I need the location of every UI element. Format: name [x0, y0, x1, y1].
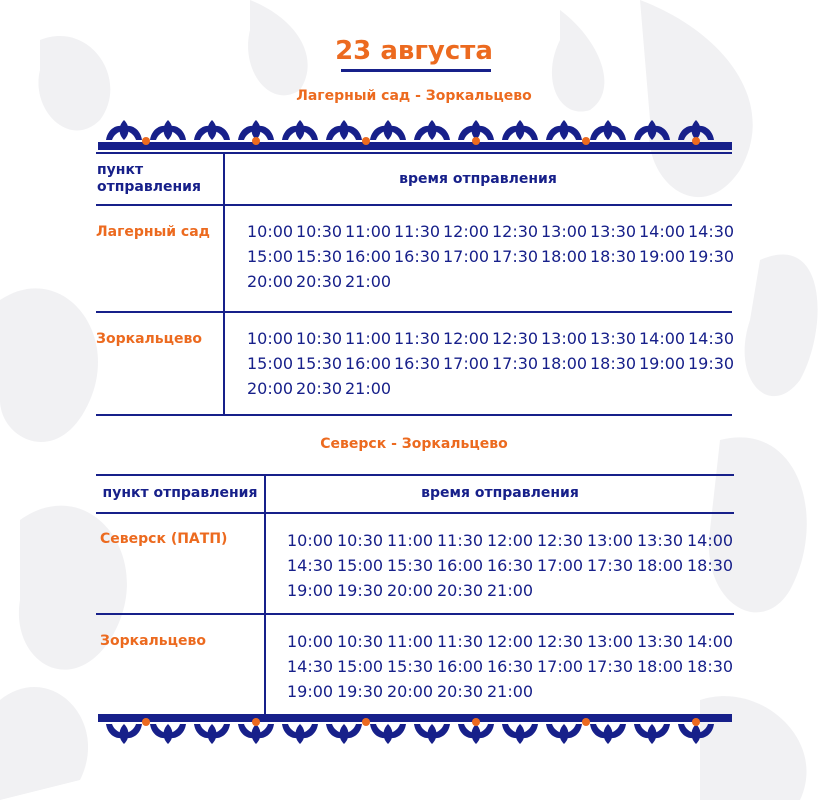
departure-time: 10:30	[337, 632, 384, 651]
departure-time: 20:30	[437, 581, 484, 600]
table1-stop-header: пункт отправления	[97, 162, 201, 195]
departure-time: 14:00	[639, 222, 686, 241]
departure-time: 18:30	[687, 556, 734, 575]
departure-time: 18:00	[637, 556, 684, 575]
departure-time: 20:00	[247, 272, 294, 291]
departure-time: 21:00	[487, 682, 534, 701]
departure-time: 19:30	[688, 247, 735, 266]
departure-time: 21:00	[345, 272, 392, 291]
departure-time: 10:30	[296, 329, 343, 348]
page-title: 23 августа	[335, 36, 493, 66]
departure-time: 13:30	[637, 632, 684, 651]
table1-header-divider	[96, 204, 732, 206]
departure-time: 17:30	[492, 354, 539, 373]
departure-time: 18:00	[541, 247, 588, 266]
departure-time: 13:00	[587, 531, 634, 550]
departure-time: 11:00	[345, 222, 392, 241]
departure-time: 14:30	[688, 329, 735, 348]
table2-row-divider	[96, 613, 734, 615]
table2-stop-header: пункт отправления	[102, 485, 258, 501]
departure-time: 15:00	[337, 657, 384, 676]
departure-time: 20:00	[387, 682, 434, 701]
departure-time: 14:30	[688, 222, 735, 241]
departure-time: 12:30	[492, 222, 539, 241]
departure-time: 13:30	[590, 329, 637, 348]
departure-time: 10:00	[247, 222, 294, 241]
departure-time: 20:30	[437, 682, 484, 701]
departure-time: 18:30	[687, 657, 734, 676]
departure-time: 13:00	[587, 632, 634, 651]
departure-time: 11:30	[394, 329, 441, 348]
departure-time: 16:00	[437, 556, 484, 575]
departure-time: 16:30	[487, 657, 534, 676]
ornament-border-top	[98, 116, 732, 152]
departure-time: 17:00	[443, 354, 490, 373]
departure-time: 17:00	[443, 247, 490, 266]
route-title-1: Лагерный сад - Зоркальцево	[296, 88, 532, 104]
departure-time: 18:00	[637, 657, 684, 676]
departure-time: 18:30	[590, 354, 637, 373]
table2-stop-2: Зоркальцево	[100, 633, 206, 649]
table2-times-2	[287, 629, 737, 704]
departure-time: 12:00	[443, 222, 490, 241]
departure-time: 17:30	[492, 247, 539, 266]
departure-time: 20:00	[387, 581, 434, 600]
departure-time: 11:00	[345, 329, 392, 348]
departure-time: 15:00	[247, 354, 294, 373]
departure-time: 19:30	[337, 581, 384, 600]
departure-time: 19:00	[639, 354, 686, 373]
departure-time: 10:00	[287, 632, 334, 651]
route-title-2: Северск - Зоркальцево	[320, 436, 508, 452]
departure-time: 10:30	[337, 531, 384, 550]
departure-time: 17:00	[537, 556, 584, 575]
departure-time: 16:00	[345, 247, 392, 266]
table1-row-divider	[96, 311, 732, 313]
departure-time: 21:00	[487, 581, 534, 600]
departure-time: 11:30	[394, 222, 441, 241]
departure-time: 12:30	[537, 632, 584, 651]
table1-column-divider	[223, 152, 225, 414]
departure-time: 17:00	[537, 657, 584, 676]
departure-time: 12:30	[537, 531, 584, 550]
table1-stop-1: Лагерный сад	[96, 224, 210, 240]
departure-time: 13:00	[541, 222, 588, 241]
departure-time: 15:30	[387, 657, 434, 676]
departure-time: 11:30	[437, 531, 484, 550]
departure-time: 14:30	[287, 657, 334, 676]
departure-time: 19:00	[287, 682, 334, 701]
departure-time: 13:00	[541, 329, 588, 348]
table1-top-border	[96, 152, 732, 154]
departure-time: 14:00	[687, 531, 734, 550]
table1-time-header: время отправления	[399, 171, 557, 187]
departure-time: 15:00	[247, 247, 294, 266]
departure-time: 11:30	[437, 632, 484, 651]
departure-time: 16:30	[394, 247, 441, 266]
table2-top-border	[96, 474, 734, 476]
table2-header-divider	[96, 512, 734, 514]
departure-time: 20:30	[296, 379, 343, 398]
departure-time: 16:00	[437, 657, 484, 676]
departure-time: 10:00	[247, 329, 294, 348]
departure-time: 14:00	[639, 329, 686, 348]
departure-time: 14:00	[687, 632, 734, 651]
departure-time: 21:00	[345, 379, 392, 398]
departure-time: 12:00	[487, 531, 534, 550]
departure-time: 17:30	[587, 556, 634, 575]
departure-time: 15:30	[296, 247, 343, 266]
departure-time: 18:00	[541, 354, 588, 373]
departure-time: 15:30	[296, 354, 343, 373]
departure-time: 17:30	[587, 657, 634, 676]
departure-time: 13:30	[637, 531, 684, 550]
departure-time: 20:30	[296, 272, 343, 291]
departure-time: 11:00	[387, 531, 434, 550]
title-underline	[341, 69, 491, 72]
departure-time: 11:00	[387, 632, 434, 651]
departure-time: 20:00	[247, 379, 294, 398]
departure-time: 19:00	[287, 581, 334, 600]
departure-time: 12:00	[443, 329, 490, 348]
departure-time: 12:00	[487, 632, 534, 651]
departure-time: 13:30	[590, 222, 637, 241]
ornament-border-bottom	[98, 712, 732, 748]
departure-time: 19:00	[639, 247, 686, 266]
table1-bottom-border	[96, 414, 732, 416]
table2-column-divider	[264, 474, 266, 717]
departure-time: 18:30	[590, 247, 637, 266]
table1-stop-2: Зоркальцево	[96, 331, 202, 347]
departure-time: 10:30	[296, 222, 343, 241]
departure-time: 14:30	[287, 556, 334, 575]
departure-time: 16:30	[394, 354, 441, 373]
table2-time-header: время отправления	[421, 485, 579, 501]
table2-stop-1: Северск (ПАТП)	[100, 531, 228, 547]
table1-times-1	[247, 219, 737, 294]
table1-times-2	[247, 326, 737, 401]
table2-times-1	[287, 528, 737, 603]
departure-time: 15:00	[337, 556, 384, 575]
departure-time: 15:30	[387, 556, 434, 575]
departure-time: 12:30	[492, 329, 539, 348]
departure-time: 19:30	[688, 354, 735, 373]
departure-time: 16:30	[487, 556, 534, 575]
departure-time: 19:30	[337, 682, 384, 701]
departure-time: 10:00	[287, 531, 334, 550]
departure-time: 16:00	[345, 354, 392, 373]
